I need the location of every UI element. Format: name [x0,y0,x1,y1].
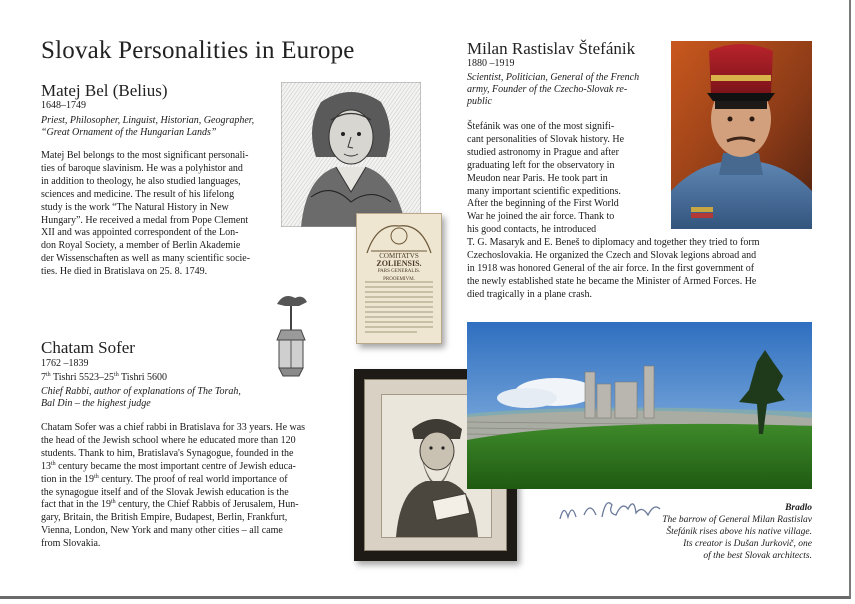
stefanik-body-line: many important scientific expeditions. [467,185,621,197]
text-part: fact that in the 19 [41,499,111,511]
stefanik-role-line: Scientist, Politician, General of the French [467,72,640,83]
bel-body-line: study is the work “The Natural History in New [41,201,229,213]
sofer-body-line [41,474,341,487]
bel-body-line: ties of baroque slavinism. He was a polyhistor and [41,162,243,174]
text-part: century. The proof of real world importance of [98,473,288,485]
hebrew-date-part: Tishri 5523–25 [50,372,115,383]
sofer-body-line [41,499,341,512]
hebrew-date-part: 7 [41,372,46,383]
book-heading: PROOEMIVM. [383,277,415,282]
caption-line: of the best Slovak architects. [703,551,812,561]
sofer-name: Chatam Sofer [41,338,135,357]
sofer-body-line: Vienna, London, New York and many other cities – all came [41,525,283,537]
bel-body-line: Hungary”. He received a medal from Pope Clement [41,214,249,226]
stefanik-body-line: War he joined the air force. Thank to [467,211,615,223]
sofer-dates: 1762 –1839 [41,358,89,369]
bel-body [41,150,281,279]
sofer-body-line: the head of the Jewish school where he educated more than 120 [41,434,296,446]
book-title-line: ZOLIENSIS. [376,259,422,268]
sofer-body-line: Chatam Sofer was a chief rabbi in Bratislava for 33 years. He was [41,422,306,433]
text-part: tion in the 19 [41,473,95,485]
stefanik-body-line: Czechoslovakia. He organized the Czech and Slovak legions abroad and [467,249,757,261]
stefanik-dates: 1880 –1919 [467,58,515,69]
stefanik-body-line: cant personalities of Slovak history. He [467,133,625,145]
bel-body-line: Matej Bel belongs to the most significant personali- [41,150,249,161]
page-title: Slovak Personalities in Europe [41,37,355,64]
sofer-body-line: students. Thank to him, Bratislava's Synagogue, founded in the [41,447,294,459]
book-title-line: COMITATVS [379,252,419,260]
text-part: century, the Chief Rabbis of Jerusalem, Hun- [115,499,299,511]
bel-portrait-engraving [281,82,421,227]
stefanik-body-line: Meudon near Paris. He took part in [467,172,608,184]
caption-line: Its creator is Dušan Jurkovič, one [683,539,812,549]
bel-role-line: “Great Ornament of the Hungarian Lands” [41,127,217,138]
stefanik-body-line: After the beginning of the First World [467,198,619,210]
stefanik-role [467,72,662,108]
stefanik-body-line: in 1918 was honored General of the air force. In the first government of [467,262,755,274]
sofer-role [41,386,301,410]
caption-line: Štefánik rises above his native village. [666,527,812,537]
sofer-hebrew-dates [41,372,167,383]
bel-body-line: der Wissenschaften as well as many scientific socie- [41,253,251,265]
stefanik-body-line: graduating left for the observatory in [467,159,615,171]
book-page-image [356,213,442,344]
stefanik-role-line: army, Founder of the Czecho-Slovak re- [467,84,628,95]
sofer-body-line [41,461,341,474]
text-sup: th [110,499,116,506]
text-sup: th [94,473,99,480]
caption-title [640,502,812,514]
stefanik-body-line: his good contacts, he introduced [467,224,597,236]
bel-role-line: Priest, Philosopher, Linguist, Historian, Geographer, [41,115,255,126]
caption-line: The barrow of General Milan Rastislav [662,515,812,525]
sofer-body [41,422,341,551]
bel-name: Matej Bel (Belius) [41,81,168,100]
sofer-body-line: from Slovakia. [41,538,101,550]
hebrew-date-sup: th [114,372,119,378]
stefanik-body-line: the newly established state he became the Minister of Armed Forces. He [467,275,757,287]
bel-body-line: sciences and medicine. The result of his lifelong [41,188,235,200]
bel-dates: 1648–1749 [41,100,86,111]
hebrew-date-part: Tishri 5600 [118,372,168,383]
stefanik-name: Milan Rastislav Štefánik [467,39,636,58]
text-sup: th [51,460,56,467]
bradlo-landscape-photo [467,322,812,489]
bel-body-line: ties. He died in Bratislava on 25. 8. 1749. [41,266,208,278]
book-subtitle: PARS GENERALIS. [377,269,421,274]
sofer-body-line: the synagogue itself and of the Slovak Jewish education is the [41,486,289,498]
bel-role [41,115,281,139]
stefanik-body-wide [467,237,817,302]
bradlo-caption [640,502,812,562]
sofer-body-line: gary, Britain, the British Empire, Budapest, Berlin, Frankfurt, [41,512,288,524]
bel-body-line: in addition to theology, he also studied languages, [41,175,241,187]
stefanik-body-line: T. G. Masaryk and E. Beneš to diplomacy and together they tried to form [467,237,760,248]
stefanik-portrait-photo [671,41,812,229]
stefanik-body-narrow [467,121,662,237]
bel-body-line: XII and was appointed correspondent of the Lon- [41,227,239,239]
text-part: 13 [41,460,51,472]
sofer-role-line: Bal Din – the highest judge [41,398,151,409]
sofer-role-line: Chief Rabbi, author of explanations of The Torah, [41,386,241,397]
stefanik-body-line: studied astronomy in Prague and after [467,146,619,158]
stefanik-role-line: public [467,96,492,107]
caption-title-text: Bradlo [785,503,812,513]
text-part: century became the most important centre of Jewish educa- [55,460,296,472]
lantern-illustration [269,290,319,380]
bel-body-line: don Royal Society, a member of Berlin Akademie [41,240,241,252]
stefanik-body-line: died tragically in a plane crash. [467,288,592,300]
hebrew-date-sup: th [46,372,51,378]
stefanik-body-line: Štefánik was one of the most signifi- [467,121,615,132]
